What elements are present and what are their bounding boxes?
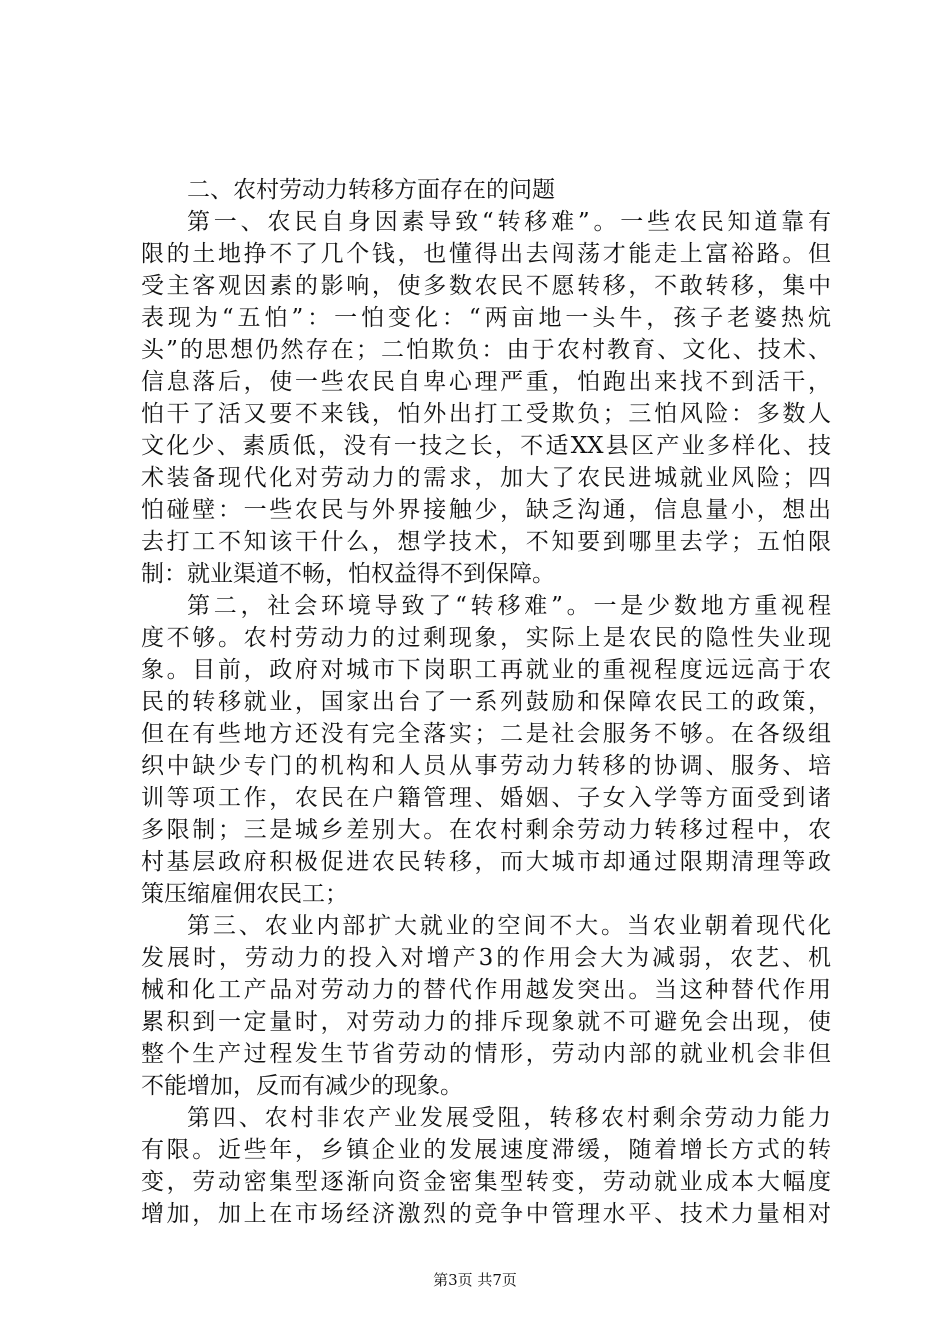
text-line: 第三、农业内部扩大就业的空间不大。当农业朝着现代化 xyxy=(187,913,831,939)
text-line: 文化少、素质低，没有一技之长，不适XX县区产业多样化、技 xyxy=(141,433,831,459)
text-line: 第二，社会环境导致了“转移难”。一是少数地方重视程 xyxy=(187,593,831,619)
text-line: 术装备现代化对劳动力的需求，加大了农民进城就业风险；四 xyxy=(141,465,831,491)
text-line: 民的转移就业，国家出台了一系列鼓励和保障农民工的政策， xyxy=(141,689,831,715)
text-line: 信息落后，使一些农民自卑心理严重，怕跑出来找不到活干， xyxy=(141,369,831,395)
text-line: 度不够。农村劳动力的过剩现象，实际上是农民的隐性失业现 xyxy=(141,625,831,651)
text-line: 去打工不知该干什么，想学技术，不知要到哪里去学；五怕限 xyxy=(141,529,831,555)
text-line: 第四、农村非农产业发展受阻，转移农村剩余劳动力能力 xyxy=(187,1105,831,1131)
text-line: 发展时，劳动力的投入对增产3的作用会大为减弱，农艺、机 xyxy=(141,945,831,971)
text-line: 但在有些地方还没有完全落实；二是社会服务不够。在各级组 xyxy=(141,721,831,747)
text-line: 象。目前，政府对城市下岗职工再就业的重视程度远远高于农 xyxy=(141,657,831,683)
text-line: 训等项工作，农民在户籍管理、婚姻、子女入学等方面受到诸 xyxy=(141,785,831,811)
text-line: 不能增加，反而有减少的现象。 xyxy=(141,1073,463,1099)
text-line: 受主客观因素的影响，使多数农民不愿转移，不敢转移，集中 xyxy=(141,273,831,299)
text-line: 第一、农民自身因素导致“转移难”。一些农民知道靠有 xyxy=(187,209,831,235)
text-line: 变，劳动密集型逐渐向资金密集型转变，劳动就业成本大幅度 xyxy=(141,1169,831,1195)
text-line: 累积到一定量时，对劳动力的排斥现象就不可避免会出现，使 xyxy=(141,1009,831,1035)
text-line: 整个生产过程发生节省劳动的情形，劳动内部的就业机会非但 xyxy=(141,1041,831,1067)
text-line: 械和化工产品对劳动力的替代作用越发突出。当这种替代作用 xyxy=(141,977,831,1003)
text-line: 有限。近些年，乡镇企业的发展速度滞缓，随着增长方式的转 xyxy=(141,1137,831,1163)
text-line: 怕碰壁：一些农民与外界接触少，缺乏沟通，信息量小，想出 xyxy=(141,497,831,523)
text-line: 怕干了活又要不来钱，怕外出打工受欺负；三怕风险：多数人 xyxy=(141,401,831,427)
document-body xyxy=(141,174,831,1230)
text-line: 二、农村劳动力转移方面存在的问题 xyxy=(187,177,555,203)
text-line: 策压缩雇佣农民工； xyxy=(141,881,348,907)
text-line: 增加，加上在市场经济激烈的竞争中管理水平、技术力量相对 xyxy=(141,1201,831,1227)
text-line: 制：就业渠道不畅，怕权益得不到保障。 xyxy=(141,561,555,587)
text-line: 限的土地挣不了几个钱，也懂得出去闯荡才能走上富裕路。但 xyxy=(141,241,831,267)
page-footer: 第3页 共7页 xyxy=(433,1271,517,1289)
text-line: 村基层政府积极促进农民转移，而大城市却通过限期清理等政 xyxy=(141,849,831,875)
text-line: 表现为“五怕”：一怕变化：“两亩地一头牛，孩子老婆热炕 xyxy=(141,305,831,331)
text-line: 织中缺少专门的机构和人员从事劳动力转移的协调、服务、培 xyxy=(141,753,831,779)
text-line: 头”的思想仍然存在；二怕欺负：由于农村教育、文化、技术、 xyxy=(141,337,831,363)
text-line: 多限制；三是城乡差别大。在农村剩余劳动力转移过程中，农 xyxy=(141,817,831,843)
